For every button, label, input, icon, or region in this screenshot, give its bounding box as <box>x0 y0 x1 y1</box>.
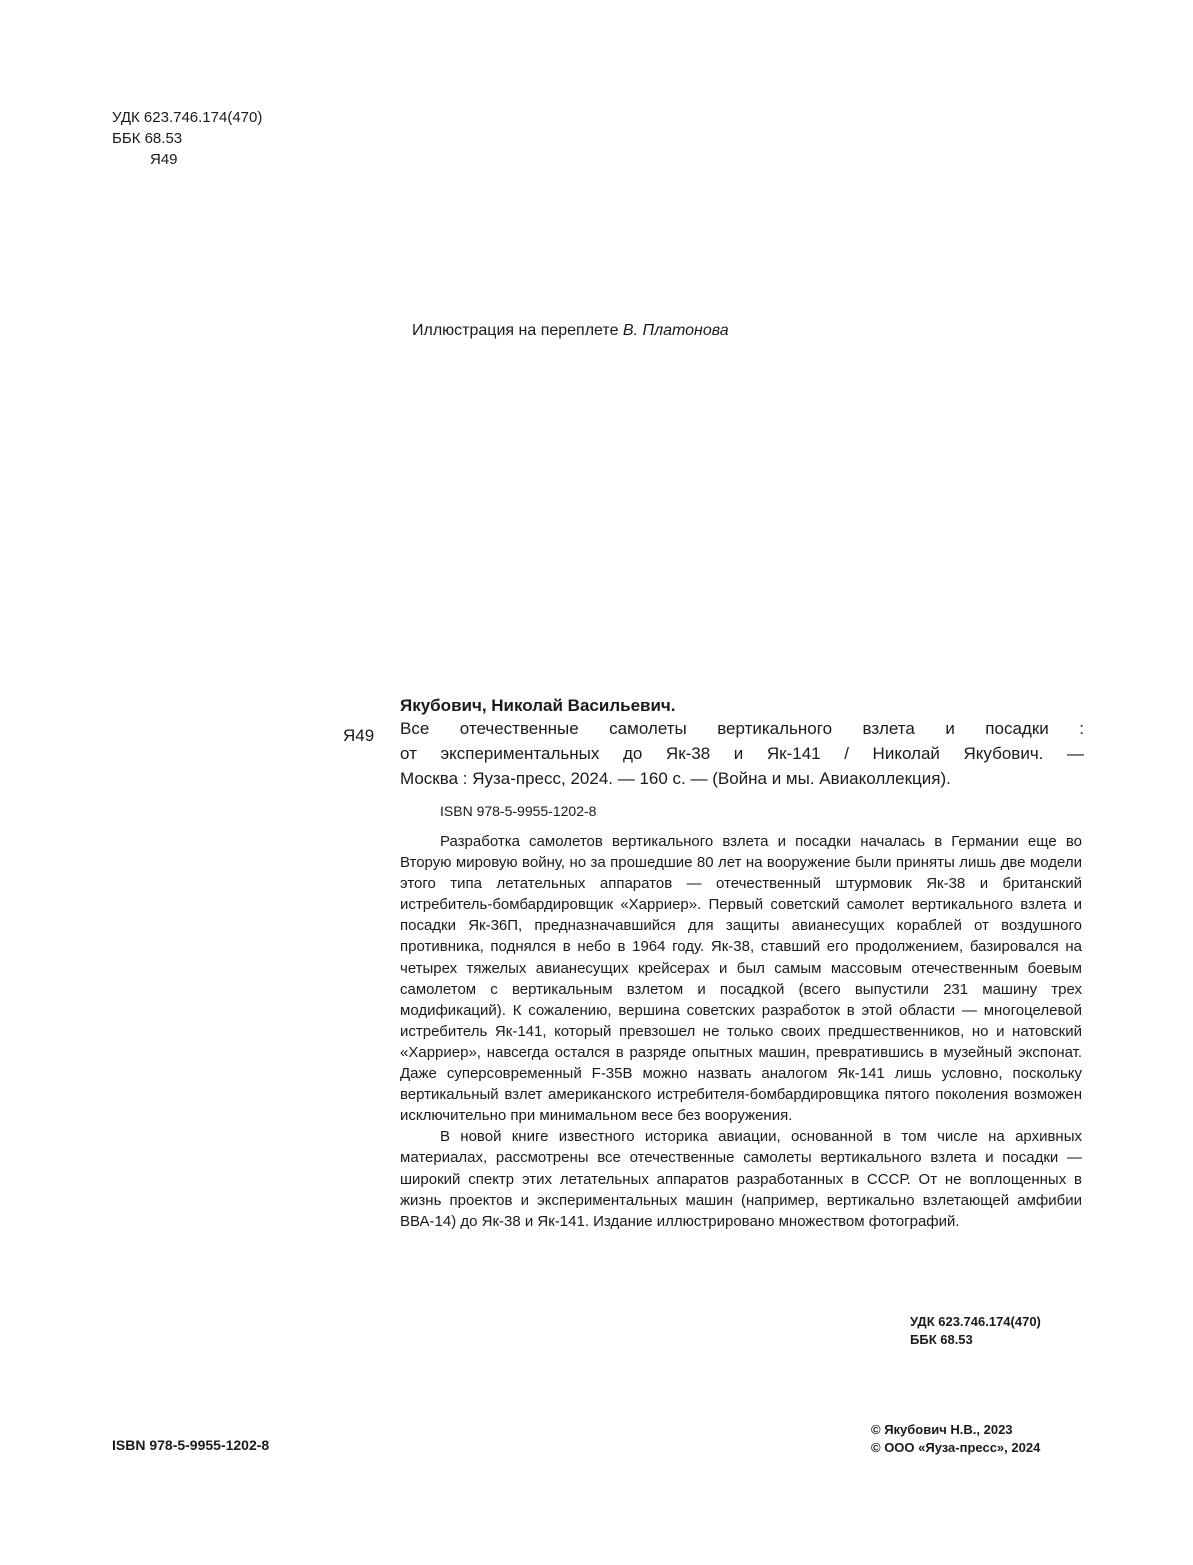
udk-code: УДК 623.746.174(470) <box>112 109 263 126</box>
catalog-title-line: от экспериментальных до Як-38 и Як-141 / Николай Якубович. — <box>400 744 1084 763</box>
top-classification-codes <box>112 107 262 170</box>
bottom-isbn: ISBN 978-5-9955-1202-8 <box>112 1437 270 1453</box>
illustration-credit-prefix: Иллюстрация на переплете <box>412 322 619 339</box>
illustration-artist: В. Платонова <box>622 322 729 339</box>
bottom-bbk-code: ББК 68.53 <box>910 1332 973 1347</box>
bbk-code: ББК 68.53 <box>112 130 183 147</box>
copyright-publisher: © ООО «Яуза-пресс», 2024 <box>871 1440 1041 1455</box>
annotation-paragraph: Разработка самолетов вертикального взлета и посадки началась в Германии еще во Вторую мировую войну, но за прошедшие 80 лет на вооружение были приняты лишь две модели этого типа летательных аппаратов — отечественный штурмовик Як-38 и британский истребитель-бомбардировщик «Харриер». Первый советский самолет вертикального взлета и посадки Як-36П, предназначавшийся для защиты авианесущих кораблей от воздушного противника, поднялся в небо в 1964 году. Як-38, ставший его продолжением, базировался на четырех тяжелых авианесущих крейсерах и был самым массовым отечественным боевым самолетом с вертикальным взлетом и посадкой (всего выпустили 231 машину трех модификаций). К сожалению, вершина советских разработок в этой области — многоцелевой истребитель Як-141, который превзошел не только своих предшественников, но и натовский «Харриер», навсегда остался в разряде опытных машин, превратившись в музейный экспонат. Даже суперсовременный F-35B можно назвать аналогом Як-141 лишь условно, поскольку вертикальный взлет американского истребителя-бомбардировщика пятого поколения возможен исключительно при минимальном весе без вооружения. <box>400 833 1082 1125</box>
catalog-author: Якубович, Николай Васильевич. <box>400 696 676 715</box>
copyright-author: © Якубович Н.В., 2023 <box>871 1422 1013 1437</box>
bottom-classification-codes <box>910 1313 1041 1349</box>
catalog-title-line: Все отечественные самолеты вертикального взлета и посадки : <box>400 719 1084 738</box>
author-mark-code: Я49 <box>150 151 178 168</box>
catalog-isbn: ISBN 978-5-9955-1202-8 <box>440 803 597 819</box>
bottom-udk-code: УДК 623.746.174(470) <box>910 1314 1041 1329</box>
catalog-author-mark: Я49 <box>343 726 375 745</box>
copyright-block <box>871 1421 1040 1457</box>
annotation <box>400 831 1082 1232</box>
annotation-paragraph: В новой книге известного историка авиации, основанной в том числе на архивных материалах, рассмотрены все отечественные самолеты вертикального взлета и посадки — широкий спектр этих летательных аппаратов разработанных в СССР. От не воплощенных в жизнь проектов и экспериментальных машин (например, вертикально взлетающей амфибии ВВА-14) до Як-38 и Як-141. Издание иллюстрировано множеством фотографий. <box>400 1128 1082 1230</box>
catalog-title-block <box>400 716 1084 791</box>
illustration-credit <box>412 322 729 340</box>
catalog-title-line: Москва : Яуза-пресс, 2024. — 160 с. — (Война и мы. Авиаколлекция). <box>400 769 951 788</box>
